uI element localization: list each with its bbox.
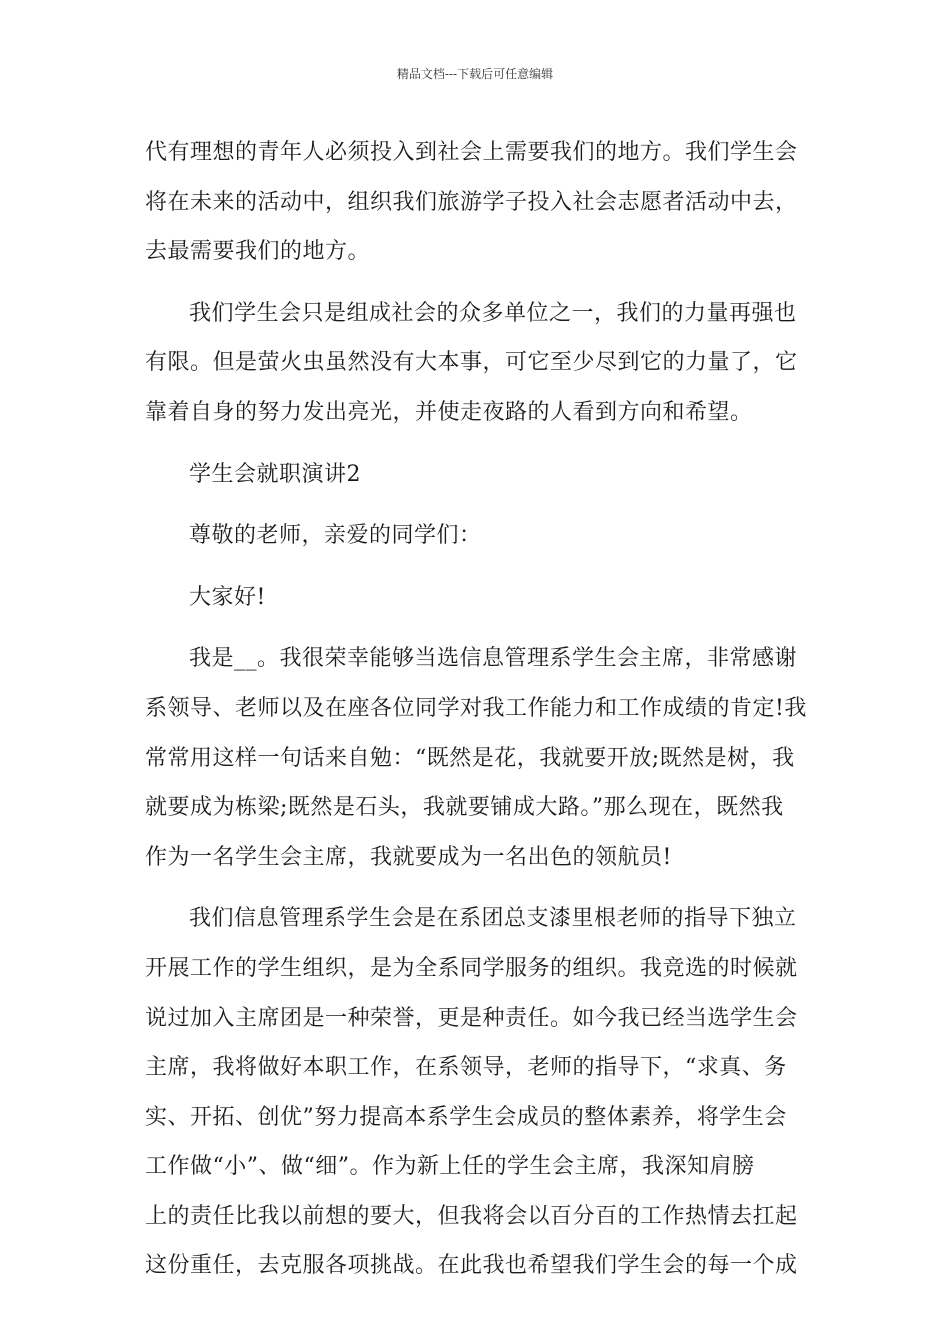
paragraph-firefly: 我们学生会只是组成社会的众多单位之一，我们的力量再强也 有限。但是萤火虫虽然没有大本事，可它至少尽到它的力量了，它 靠着自身的努力发出亮光，并使走夜路的人看到方向和希望。 bbox=[145, 300, 798, 425]
paragraph-student-union: 我们信息管理系学生会是在系团总支漆里根老师的指导下独立 开展工作的学生组织，是为全系同学服务的组织。我竞选的时候就 说过加入主席团是一种荣誉，更是种责任。如今我已经当选学生会 主席，我将做好本职工作，在系领导，老师的指导下，“求真、务 实、开拓、创优”努力提高本系学生会成员的整体素养，将学生会 工作做“小”、做“细”。作为新上任的学生会主席，我深知肩膀 上的责任比我以前想的要大，但我将会以百分百的工作热情去扛起 这份重任，去克服各项挑战。在此我也希望我们学生会的每一个成 bbox=[145, 906, 798, 1279]
paragraph-continuation: 代有理想的青年人必须投入到社会上需要我们的地方。我们学生会 将在未来的活动中，组织我们旅游学子投入社会志愿者活动中去， 去最需要我们的地方。 bbox=[145, 140, 798, 265]
page-header: 精品文档---下载后可任意编辑 bbox=[396, 67, 554, 81]
salutation: 尊敬的老师，亲爱的同学们： bbox=[189, 523, 482, 549]
document-body bbox=[145, 128, 807, 1291]
greeting: 大家好! bbox=[189, 584, 266, 610]
section-title: 学生会就职演讲2 bbox=[189, 461, 361, 487]
paragraph-introduction: 我是__。我很荣幸能够当选信息管理系学生会主席，非常感谢 系领导、老师以及在座各位同学对我工作能力和工作成绩的肯定!我 常常用这样一句话来自勉：“既然是花，我就要开放;既然是树，我 就要成为栋梁;既然是石头，我就要铺成大路。”那么现在，既然我 作为一名学生会主席，我就要成为一名出色的领航员! bbox=[145, 646, 807, 870]
